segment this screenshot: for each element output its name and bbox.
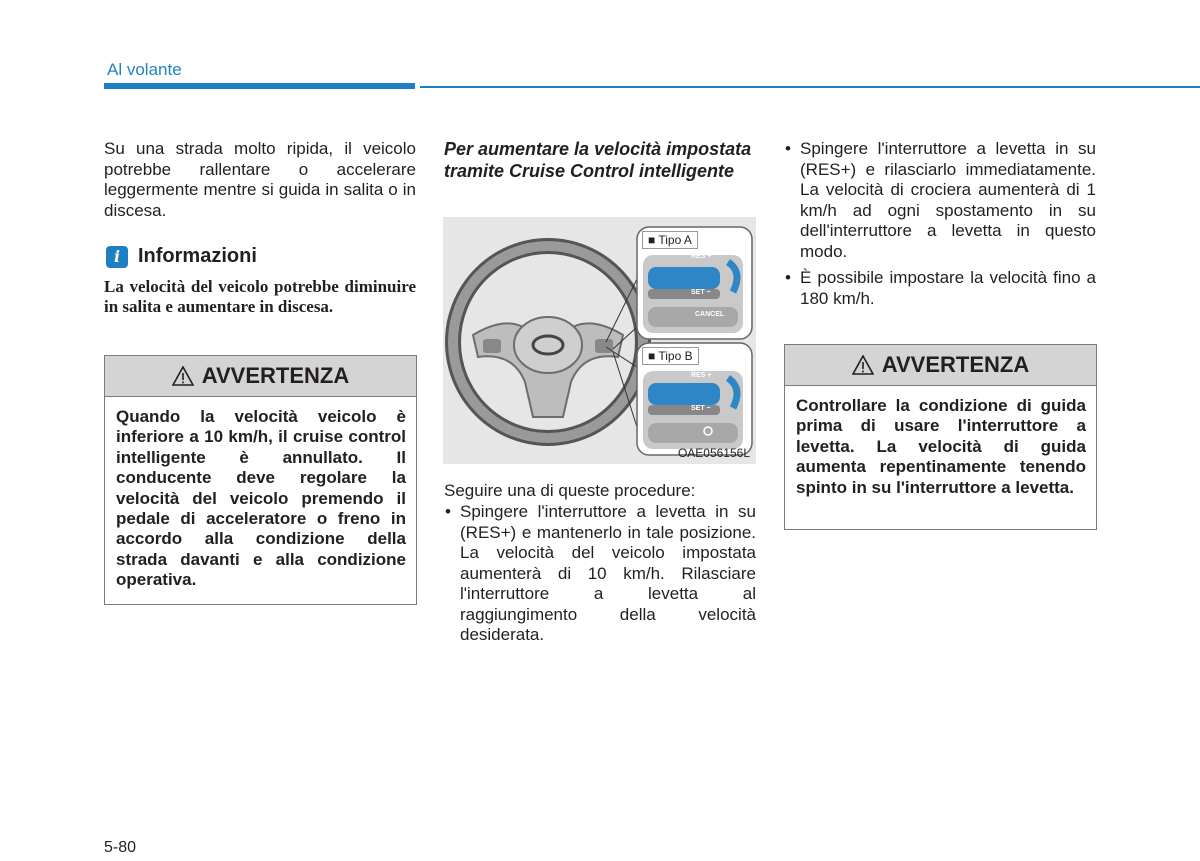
section-title: Al volante [107, 60, 182, 79]
info-heading [106, 245, 257, 268]
steering-wheel-figure [443, 217, 756, 464]
list-item: • È possibile impostare la velocità fino a 180 km/h. [784, 268, 1096, 309]
warning-box-left [104, 355, 417, 605]
page-number: 5-80 [104, 839, 137, 856]
type-a-label: ■ Tipo A [642, 231, 698, 249]
info-icon: i [106, 246, 128, 268]
intro-paragraph: Su una strada molto ripida, il veicolo potrebbe rallentare o accelerare leggermente mentre si guida in salita o in discesa. [104, 139, 416, 220]
warning-title: AVVERTENZA [881, 352, 1030, 377]
set-label-a: SET − [691, 289, 711, 296]
warning-body: Controllare la condizione di guida prima di usare l'interruttore a levetta. La velocità di guida aumenta repentinamente tenendo spinto in su l'interruttore a levetta. [796, 396, 1086, 497]
figure-caption: OAE056156L [677, 446, 750, 460]
list-item: • Spingere l'interruttore a levetta in su (RES+) e mantenerlo in tale posizione. La velocità del veicolo impostata aumenterà di 10 km/h. Rilasciare l'interruttore a levetta al raggiungimento della velocità desiderata. [444, 502, 756, 646]
list-item: • Spingere l'interruttore a levetta in su (RES+) e rilasciarlo immediatamente. La velocità di crociera aumenterà di 1 km/h ad ogni spostamento in su dell'interruttore a levetta in questo modo. [784, 139, 1096, 262]
set-label-b: SET − [691, 405, 711, 412]
warning-header [105, 356, 416, 397]
warning-title: AVVERTENZA [201, 363, 350, 388]
procedure-list-middle [444, 502, 756, 646]
warning-triangle-icon [172, 366, 194, 386]
procedure-intro: Seguire una di queste procedure: [444, 481, 696, 500]
info-title: Informazioni [138, 245, 257, 267]
subsection-title: Per aumentare la velocità impostata tramite Cruise Control intelligente [444, 139, 752, 181]
warning-box-right [784, 344, 1097, 530]
cancel-label: CANCEL [695, 311, 725, 318]
warning-header [785, 345, 1096, 386]
res-label-b: RES + [691, 372, 712, 379]
header-rule-thick [104, 83, 415, 89]
info-body: La velocità del veicolo potrebbe diminuire in salita e aumentare in discesa. [104, 277, 416, 316]
type-b-label: ■ Tipo B [642, 347, 699, 365]
warning-body: Quando la velocità veicolo è inferiore a 10 km/h, il cruise control intelligente è annullato. Il conducente deve regolare la velocità del veicolo premendo il pedale di acceleratore o freno in accordo alla condizione della strada davanti e alla condizione operativa. [116, 407, 406, 590]
warning-triangle-icon [852, 355, 874, 375]
header-rule-thin [420, 86, 1200, 88]
res-label-a: RES + [691, 253, 712, 260]
procedure-list-right [784, 139, 1096, 309]
